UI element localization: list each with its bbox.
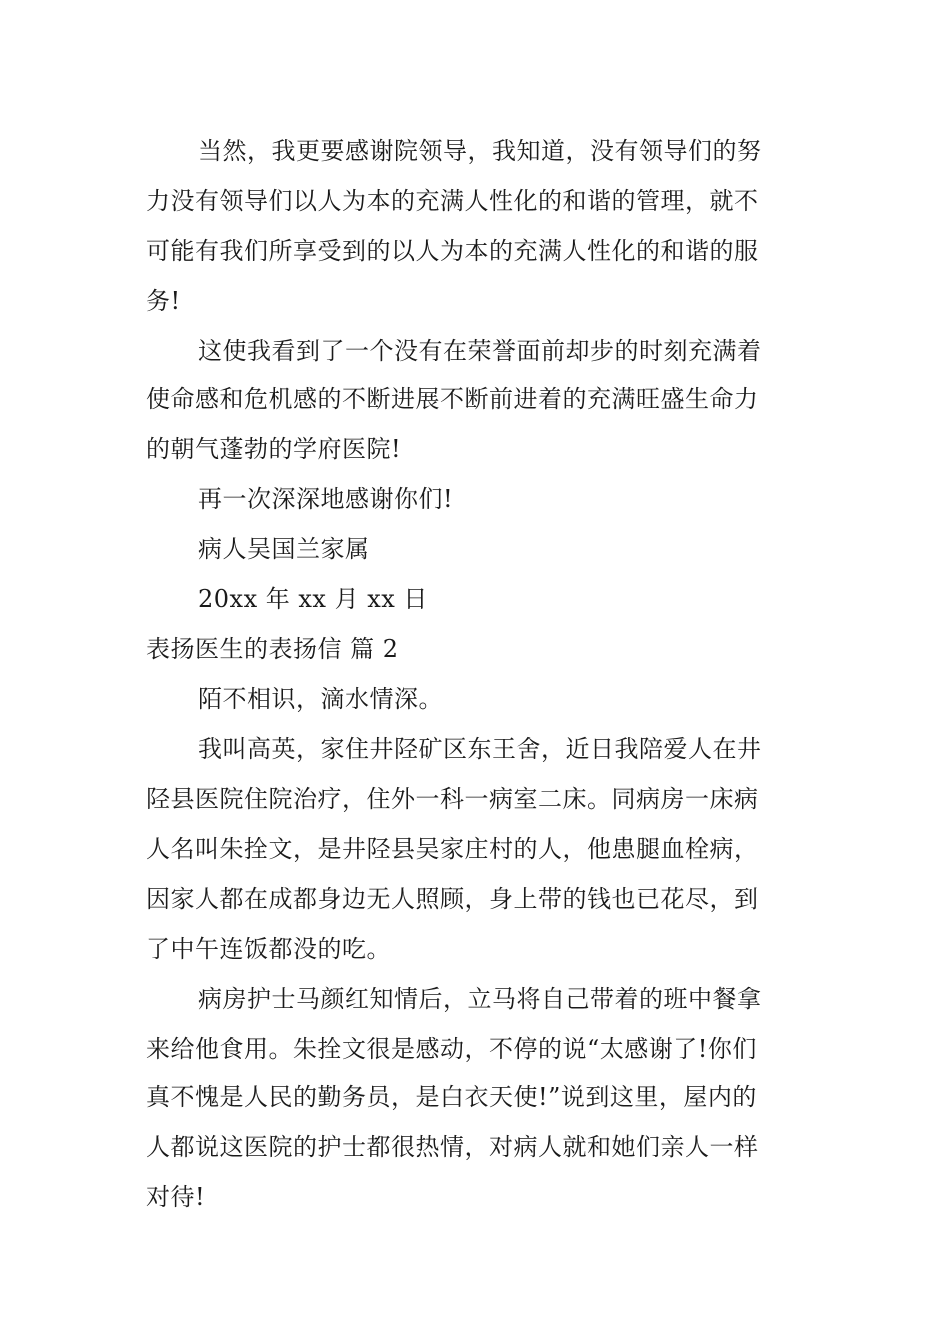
paragraph-line: 来给他食用。朱拴文很是感动，不停的说“太感谢了!你们 <box>146 1035 757 1063</box>
paragraph-line: 真不愧是人民的勤务员，是白衣天使!”说到这里，屋内的 <box>146 1083 757 1111</box>
closing-line: 再一次深深地感谢你们! <box>198 485 454 513</box>
paragraph-line: 的朝气蓬勃的学府医院! <box>146 435 402 463</box>
paragraph-line: 对待! <box>146 1183 206 1211</box>
paragraph-line: 了中午连饭都没的吃。 <box>146 935 391 963</box>
paragraph-line: 我叫高英，家住井陉矿区东王舍，近日我陪爱人在井 <box>198 735 762 763</box>
paragraph-line: 病房护士马颜红知情后，立马将自己带着的班中餐拿 <box>198 985 762 1013</box>
paragraph-line: 陉县医院住院治疗，住外一科一病室二床。同病房一床病 <box>146 785 759 813</box>
paragraph-line: 可能有我们所享受到的以人为本的充满人性化的和谐的服 <box>146 237 759 265</box>
paragraph-line: 陌不相识，滴水情深。 <box>198 685 443 713</box>
paragraph-line: 使命感和危机感的不断进展不断前进着的充满旺盛生命力 <box>146 385 759 413</box>
paragraph-line: 当然，我更要感谢院领导，我知道，没有领导们的努 <box>198 137 762 165</box>
paragraph-line: 人都说这医院的护士都很热情，对病人就和她们亲人一样 <box>146 1133 759 1161</box>
paragraph-line: 务! <box>146 287 181 315</box>
paragraph-line: 因家人都在成都身边无人照顾，身上带的钱也已花尽，到 <box>146 885 759 913</box>
paragraph-line: 人名叫朱拴文，是井陉县吴家庄村的人，他患腿血栓病， <box>146 835 759 863</box>
paragraph-line: 这使我看到了一个没有在荣誉面前却步的时刻充满着 <box>198 337 762 365</box>
paragraph-line: 力没有领导们以人为本的充满人性化的和谐的管理，就不 <box>146 187 759 215</box>
date-line: 20xx 年 xx 月 xx 日 <box>198 585 428 613</box>
signature-line: 病人吴国兰家属 <box>198 535 370 563</box>
section-title: 表扬医生的表扬信 篇 2 <box>146 635 399 663</box>
